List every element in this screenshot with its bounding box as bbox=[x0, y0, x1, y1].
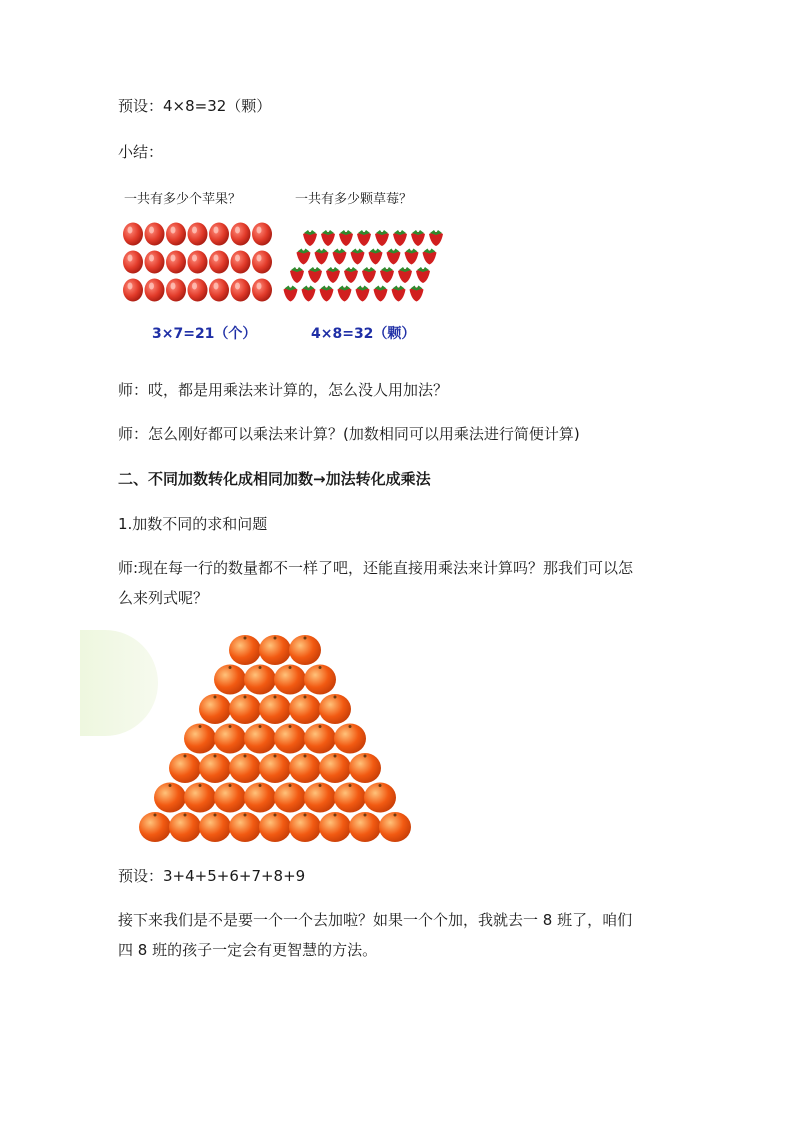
strawberry bbox=[423, 249, 437, 265]
strawberry bbox=[338, 286, 352, 302]
teacher-line-2: 师：怎么刚好都可以乘法来计算？(加数相同可以用乘法进行简便计算) bbox=[118, 425, 580, 443]
strawberry bbox=[387, 249, 401, 265]
orange bbox=[199, 694, 231, 724]
strawberry bbox=[416, 267, 430, 283]
orange bbox=[349, 812, 381, 842]
strawberry bbox=[405, 249, 419, 265]
orange bbox=[289, 812, 321, 842]
apple bbox=[252, 251, 272, 274]
strawberry bbox=[411, 230, 425, 246]
orange bbox=[379, 812, 411, 842]
orange bbox=[199, 753, 231, 783]
orange bbox=[199, 812, 231, 842]
section-heading: 二、不同加数转化成相同加数→加法转化成乘法 bbox=[118, 470, 431, 488]
strawberry-equation: 4×8=32（颗） bbox=[311, 326, 416, 342]
apple-question: 一共有多少个苹果？ bbox=[124, 192, 242, 207]
orange bbox=[139, 812, 171, 842]
teacher-line-1: 师：哎，都是用乘法来计算的，怎么没人用加法？ bbox=[118, 381, 449, 399]
apple bbox=[252, 279, 272, 302]
orange bbox=[304, 665, 336, 695]
strawberry bbox=[297, 249, 311, 265]
orange bbox=[304, 724, 336, 754]
orange bbox=[229, 812, 261, 842]
orange bbox=[214, 783, 246, 813]
orange bbox=[244, 783, 276, 813]
apple bbox=[188, 251, 208, 274]
apple bbox=[166, 223, 186, 246]
orange bbox=[259, 694, 291, 724]
orange bbox=[349, 753, 381, 783]
strawberry bbox=[320, 286, 334, 302]
orange bbox=[229, 635, 261, 665]
strawberry bbox=[369, 249, 383, 265]
orange bbox=[154, 783, 186, 813]
teacher-line-3b: 么来列式呢？ bbox=[118, 589, 209, 607]
strawberry bbox=[308, 267, 322, 283]
orange bbox=[259, 753, 291, 783]
apple bbox=[145, 223, 165, 246]
orange bbox=[319, 694, 351, 724]
orange bbox=[184, 783, 216, 813]
apple bbox=[188, 223, 208, 246]
orange bbox=[274, 665, 306, 695]
orange bbox=[289, 694, 321, 724]
item-heading: 1.加数不同的求和问题 bbox=[118, 515, 268, 533]
strawberry bbox=[398, 267, 412, 283]
strawberry bbox=[351, 249, 365, 265]
orange bbox=[214, 724, 246, 754]
orange bbox=[334, 783, 366, 813]
strawberry bbox=[429, 230, 443, 246]
strawberry bbox=[356, 286, 370, 302]
apple-equation: 3×7=21（个） bbox=[152, 326, 257, 342]
apple bbox=[188, 279, 208, 302]
orange bbox=[259, 635, 291, 665]
apple bbox=[252, 223, 272, 246]
preset-line-1: 预设：4×8=32（颗） bbox=[118, 97, 272, 115]
strawberry bbox=[333, 249, 347, 265]
orange bbox=[319, 753, 351, 783]
orange bbox=[244, 665, 276, 695]
apple bbox=[231, 223, 251, 246]
apple bbox=[209, 223, 229, 246]
apple bbox=[166, 279, 186, 302]
strawberry bbox=[375, 230, 389, 246]
strawberry bbox=[315, 249, 329, 265]
strawberry bbox=[326, 267, 340, 283]
strawberry bbox=[392, 286, 406, 302]
orange bbox=[229, 753, 261, 783]
orange bbox=[334, 724, 366, 754]
orange bbox=[169, 812, 201, 842]
orange bbox=[364, 783, 396, 813]
strawberry bbox=[339, 230, 353, 246]
strawberry bbox=[290, 267, 304, 283]
strawberry bbox=[380, 267, 394, 283]
apple bbox=[123, 251, 143, 274]
strawberry bbox=[303, 230, 317, 246]
orange bbox=[214, 665, 246, 695]
apple bbox=[145, 251, 165, 274]
orange bbox=[289, 635, 321, 665]
apple bbox=[209, 279, 229, 302]
strawberry bbox=[393, 230, 407, 246]
orange bbox=[229, 694, 261, 724]
apple bbox=[123, 279, 143, 302]
next-line-a: 接下来我们是不是要一个一个去加啦？如果一个个加，我就去一 8 班了，咱们 bbox=[118, 911, 633, 929]
orange bbox=[304, 783, 336, 813]
preset-line-2: 预设：3+4+5+6+7+8+9 bbox=[118, 867, 306, 885]
summary-label: 小结： bbox=[118, 143, 164, 161]
strawberry bbox=[302, 286, 316, 302]
apple bbox=[231, 251, 251, 274]
strawberry bbox=[374, 286, 388, 302]
orange bbox=[274, 724, 306, 754]
apple bbox=[231, 279, 251, 302]
apple bbox=[166, 251, 186, 274]
strawberry bbox=[344, 267, 358, 283]
strawberry bbox=[410, 286, 424, 302]
orange bbox=[244, 724, 276, 754]
orange bbox=[184, 724, 216, 754]
apple bbox=[209, 251, 229, 274]
apple bbox=[145, 279, 165, 302]
teacher-line-3a: 师:现在每一行的数量都不一样了吧，还能直接用乘法来计算吗？那我们可以怎 bbox=[118, 559, 634, 577]
orange bbox=[169, 753, 201, 783]
orange bbox=[274, 783, 306, 813]
apple bbox=[123, 223, 143, 246]
strawberry-question: 一共有多少颗草莓？ bbox=[295, 192, 413, 207]
apple-strawberry-figure bbox=[115, 215, 465, 310]
orange-pyramid-figure bbox=[130, 630, 420, 845]
orange bbox=[289, 753, 321, 783]
next-line-b: 四 8 班的孩子一定会有更智慧的方法。 bbox=[118, 941, 378, 959]
strawberry bbox=[362, 267, 376, 283]
strawberry bbox=[357, 230, 371, 246]
orange bbox=[259, 812, 291, 842]
orange bbox=[319, 812, 351, 842]
strawberry bbox=[321, 230, 335, 246]
strawberry bbox=[284, 286, 298, 302]
